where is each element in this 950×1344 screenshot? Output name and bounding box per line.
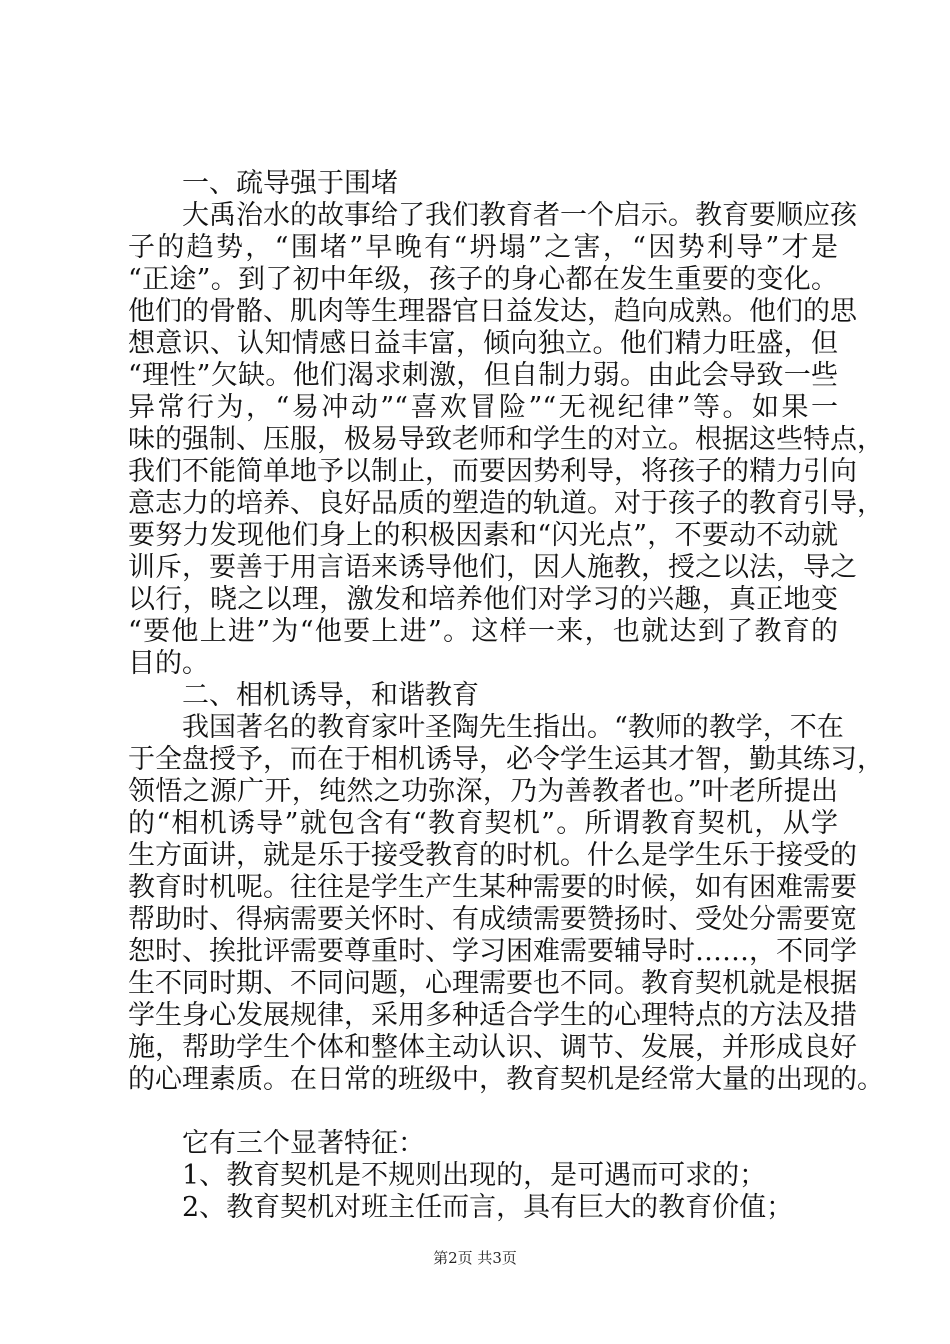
paragraph-line: 我国著名的教育家叶圣陶先生指出。“教师的教学，不在 [182,712,844,743]
paragraph-line: 想意识、认知情感日益丰富，倾向独立。他们精力旺盛，但 [128,328,838,359]
paragraph-line: 领悟之源广开，纯然之功弥深，乃为善教者也。”叶老所提出 [128,776,838,807]
paragraph-line: 大禹治水的故事给了我们教育者一个启示。教育要顺应孩 [182,200,857,231]
paragraph-line: 要努力发现他们身上的积极因素和“闪光点”，不要动不动就 [128,520,838,551]
paragraph-line: 异常行为，“易冲动”“喜欢冒险”“无视纪律”等。如果一 [128,392,838,423]
paragraph-line: 施，帮助学生个体和整体主动认识、调节、发展，并形成良好 [128,1032,857,1063]
section-heading: 二、相机诱导，和谐教育 [182,680,479,711]
paragraph-line: 意志力的培养、良好品质的塑造的轨道。对于孩子的教育引导， [128,488,884,519]
paragraph-line: 恕时、挨批评需要尊重时、学习困难需要辅导时……，不同学 [128,936,857,967]
feature-item: 1、教育契机是不规则出现的，是可遇而可求的； [182,1160,767,1191]
paragraph-line: 帮助时、得病需要关怀时、有成绩需要赞扬时、受处分需要宽 [128,904,857,935]
paragraph-line: 生不同时期、不同问题，心理需要也不同。教育契机就是根据 [128,968,857,999]
paragraph-line: 训斥，要善于用言语来诱导他们，因人施教，授之以法，导之 [128,552,857,583]
paragraph-line: 目的。 [128,648,209,679]
paragraph-line: 学生身心发展规律，采用多种适合学生的心理特点的方法及措 [128,1000,857,1031]
paragraph [128,712,884,1096]
feature-item: 2、教育契机对班主任而言，具有巨大的教育价值； [182,1192,794,1223]
paragraph [128,200,884,680]
paragraph-line: “理性”欠缺。他们渴求刺激，但自制力弱。由此会导致一些 [128,360,838,391]
paragraph-line: “要他上进”为“他要上进”。这样一来，也就达到了教育的 [128,616,838,647]
paragraph-line: 生方面讲，就是乐于接受教育的时机。什么是学生乐于接受的 [128,840,857,871]
paragraph-line: 我们不能简单地予以制止，而要因势利导，将孩子的精力引向 [128,456,857,487]
paragraph-line: 以行，晓之以理，激发和培养他们对学习的兴趣，真正地变 [128,584,838,615]
paragraph-line: “正途”。到了初中年级，孩子的身心都在发生重要的变化。 [128,264,838,295]
paragraph-line: 子的趋势，“围堵”早晚有“坍塌”之害，“因势利导”才是 [128,232,838,263]
paragraph-line: 教育时机呢。往往是学生产生某种需要的时候，如有困难需要 [128,872,857,903]
paragraph-line: 的心理素质。在日常的班级中，教育契机是经常大量的出现的。 [128,1064,884,1095]
page-footer: 第2页 共3页 [433,1249,517,1267]
document-body [128,168,884,1224]
paragraph-line: 他们的骨骼、肌肉等生理器官日益发达，趋向成熟。他们的思 [128,296,857,327]
paragraph-line: 味的强制、压服，极易导致老师和学生的对立。根据这些特点， [128,424,884,455]
paragraph-line: 于全盘授予，而在于相机诱导，必令学生运其才智，勤其练习， [128,744,884,775]
features-intro: 它有三个显著特征： [182,1128,425,1159]
paragraph-line: 的“相机诱导”就包含有“教育契机”。所谓教育契机，从学 [128,808,838,839]
section-heading: 一、疏导强于围堵 [182,168,398,199]
